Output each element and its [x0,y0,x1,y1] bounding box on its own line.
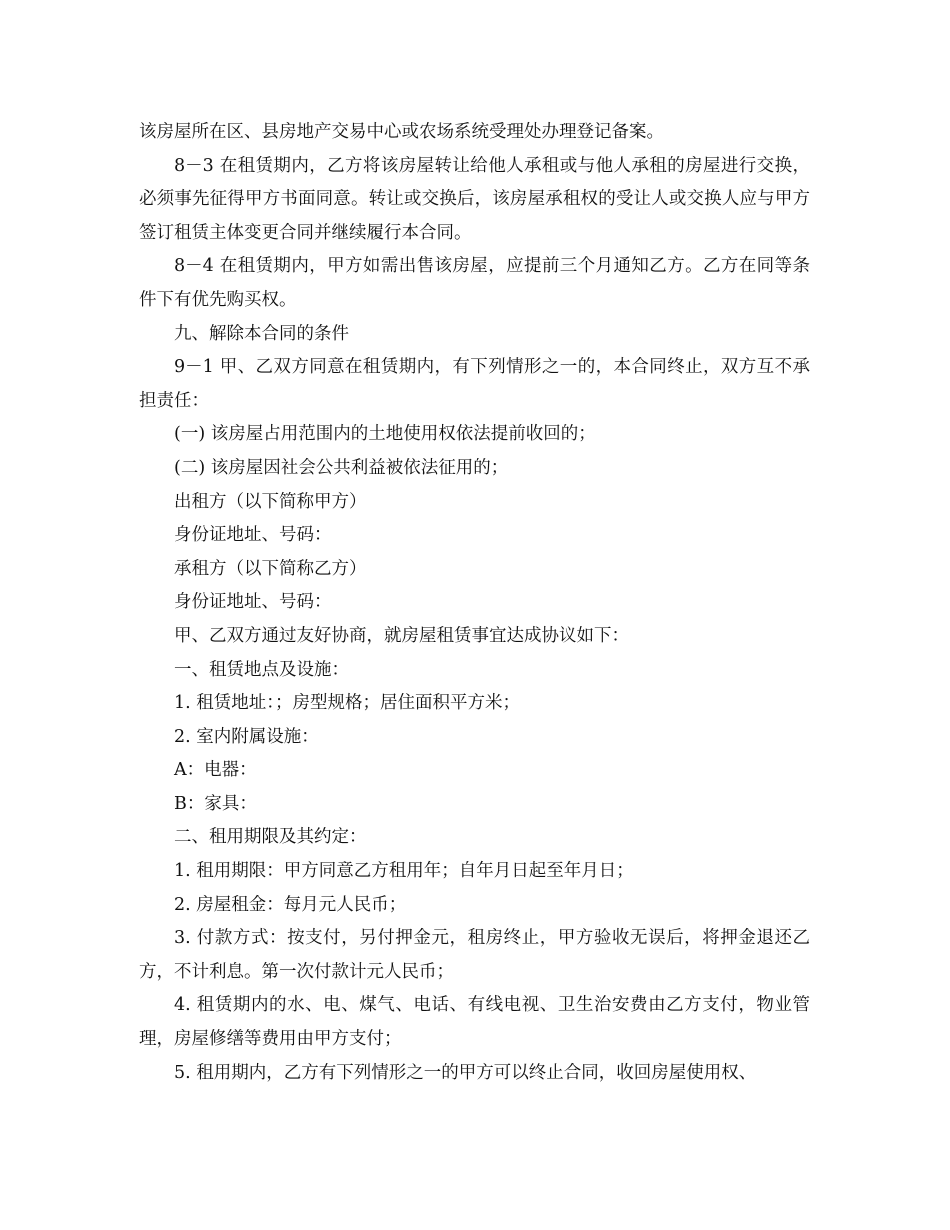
clause-9-1: 9－1 甲、乙双方同意在租赁期内，有下列情形之一的，本合同终止，双方互不承担责任： [139,357,810,411]
clause-9-1-item-1: (一) 该房屋占用范围内的土地使用权依法提前收回的； [174,424,596,445]
item-rent: 2. 房屋租金：每月元人民币； [174,894,407,915]
item-furniture: B：家具： [174,793,257,814]
agreement-intro: 甲、乙双方通过友好协商，就房屋租赁事宜达成协议如下： [174,625,629,646]
item-utilities: 4. 租赁期内的水、电、煤气、电话、有线电视、卫生治安费由乙方支付，物业管理，房屋修缮等费用由甲方支付； [139,995,810,1050]
item-rental-address: 1. 租赁地址：；房型规格；居住面积平方米； [174,693,521,714]
lessor-line: 出租方（以下简称甲方） [174,491,367,512]
clause-9-1-item-2: (二) 该房屋因社会公共利益被依法征用的； [174,457,509,478]
item-facilities: 2. 室内附属设施： [174,726,319,747]
section-heading-1: 一、租赁地点及设施： [174,659,349,680]
paragraph-continuation: 该房屋所在区、县房地产交易中心或农场系统受理处办理登记备案。 [139,122,664,142]
document-body [139,116,810,1090]
item-appliances: A：电器： [174,760,257,781]
item-lease-term: 1. 租用期限：甲方同意乙方租用年；自年月日起至年月日； [174,861,634,882]
item-payment-method: 3. 付款方式：按支付，另付押金元，租房终止，甲方验收无误后，将押金退还乙方，不计利息。第一次付款计元人民币； [139,928,810,982]
lessee-id-line: 身份证地址、号码： [174,592,332,613]
section-heading-9: 九、解除本合同的条件 [174,323,349,344]
clause-8-4: 8－4 在租赁期内，甲方如需出售该房屋，应提前三个月通知乙方。乙方在同等条件下有优先购买权。 [139,256,810,310]
lessor-id-line: 身份证地址、号码： [174,525,332,546]
lessee-line: 承租方（以下简称乙方） [174,558,367,579]
clause-8-3: 8－3 在租赁期内，乙方将该房屋转让给他人承租或与他人承租的房屋进行交换，必须事先征得甲方书面同意。转让或交换后，该房屋承租权的受让人或交换人应与甲方签订租赁主体变更合同并继续履行本合同。 [139,155,810,243]
item-termination: 5. 租用期内，乙方有下列情形之一的甲方可以终止合同，收回房屋使用权、 [174,1062,757,1083]
section-heading-2: 二、租用期限及其约定： [174,827,367,848]
